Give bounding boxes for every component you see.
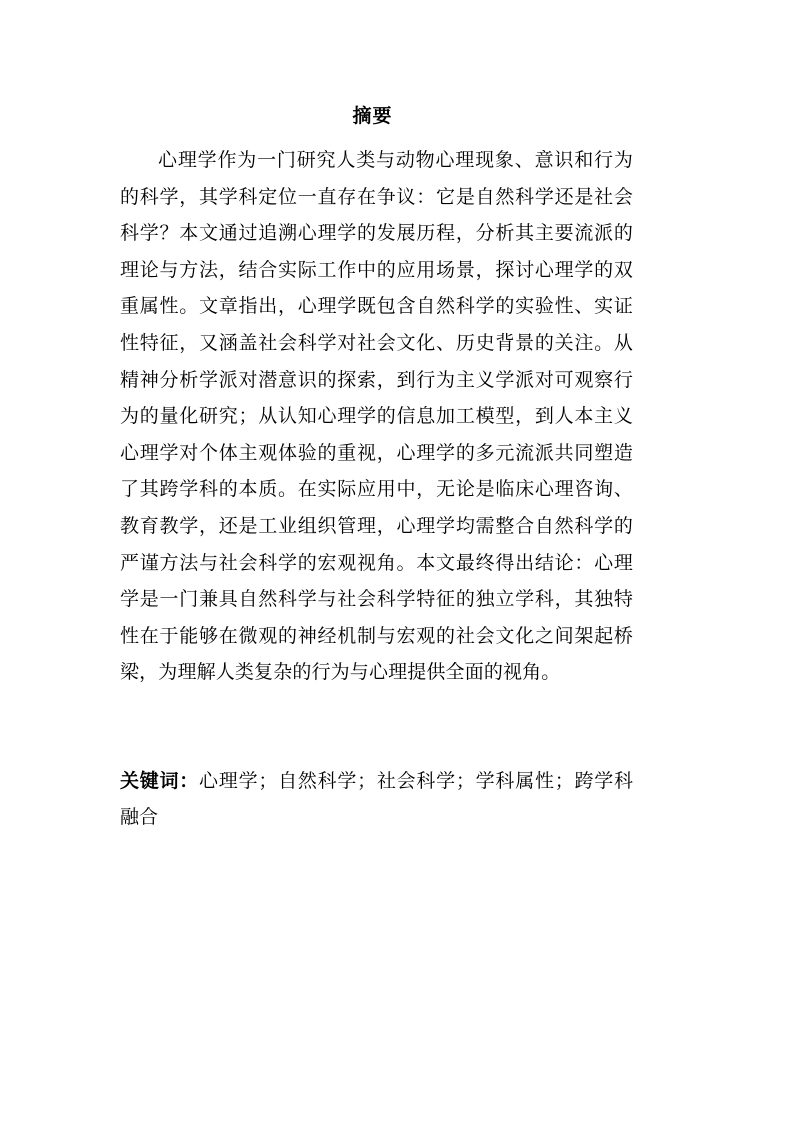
abstract-title: 摘要 <box>352 105 393 127</box>
abstract-body: 心理学作为一门研究人类与动物心理现象、意识和行为的科学，其学科定位一直存在争议：它是自然科学还是社会科学？本文通过追溯心理学的发展历程，分析其主要流派的理论与方法，结合实际工作中的应用场景，探讨心理学的双重属性。文章指出，心理学既包含自然科学的实验性、实证性特征，又涵盖社会科学对社会文化、历史背景的关注。从精神分析学派对潜意识的探索，到行为主义学派对可观察行为的量化研究；从认知心理学的信息加工模型，到人本主义心理学对个体主观体验的重视，心理学的多元流派共同塑造了其跨学科的本质。在实际应用中，无论是临床心理咨询、教育教学，还是工业组织管理，心理学均需整合自然科学的严谨方法与社会科学的宏观视角。本文最终得出结论：心理学是一门兼具自然科学与社会科学特征的独立学科，其独特性在于能够在微观的神经机制与宏观的社会文化之间架起桥梁，为理解人类复杂的行为与心理提供全面的视角。 <box>120 149 633 684</box>
keywords-label: 关键词： <box>120 770 200 792</box>
keywords-line <box>120 763 633 835</box>
keywords-list: 心理学；自然科学；社会科学；学科属性；跨学科融合 <box>120 770 633 828</box>
